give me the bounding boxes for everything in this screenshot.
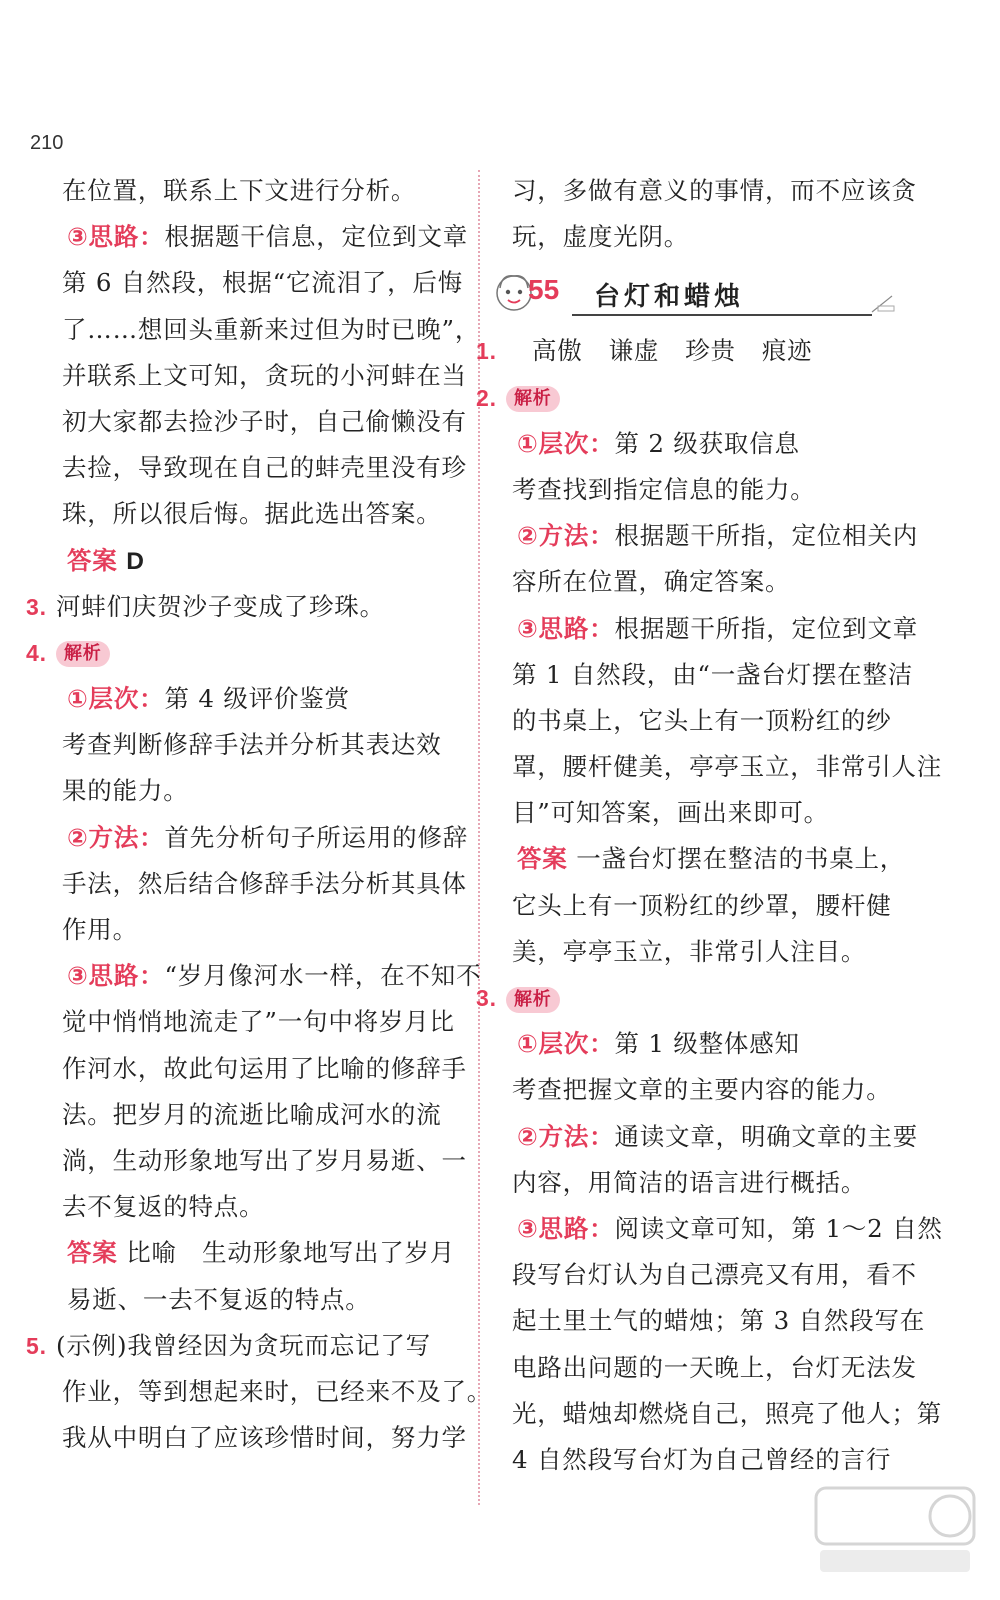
method-label: ②方法： [67, 822, 165, 852]
text-line: 第 1 自然段，由“一盏台灯摆在整洁 [512, 659, 914, 689]
text-line: 珠，所以很后悔。据此选出答案。 [62, 499, 442, 529]
level-label: ①层次： [517, 1029, 615, 1059]
level-text: 第 4 级评价鉴赏 [164, 684, 350, 714]
text-line: 考查把握文章的主要内容的能力。 [512, 1075, 892, 1105]
level-label: ①层次： [67, 684, 165, 714]
site-watermark-logo [810, 1480, 980, 1580]
silu-line [512, 1206, 943, 1252]
word: 痕迹 [761, 336, 813, 366]
answer-label: 答案 [517, 844, 568, 874]
method-line [62, 815, 467, 861]
text-line: 去捡，导致现在自己的蚌壳里没有珍 [62, 453, 467, 483]
level-line [512, 421, 922, 467]
text-line: 起土里土气的蜡烛；第 3 自然段写在 [512, 1306, 926, 1336]
answer-line [512, 836, 922, 882]
analysis-tag: 解析 [506, 987, 560, 1013]
text-line: 考查找到指定信息的能力。 [512, 474, 816, 504]
text-line: 并联系上文可知，贪玩的小河蚌在当 [62, 360, 467, 390]
text-line: 内容，用简洁的语言进行概括。 [512, 1167, 867, 1197]
text-line: 作业，等到想起来时，已经来不及了。 [62, 1376, 493, 1406]
answer-text: 易逝、一去不复返的特点。 [67, 1284, 371, 1314]
text-line: 第 6 自然段，根据“它流泪了，后悔 [62, 268, 464, 298]
text-line: 根据题干所指，定位到文章 [614, 613, 919, 643]
text-line: 法。把岁月的流逝比喻成河水的流 [62, 1099, 442, 1129]
answer-label: 答案 [67, 1238, 118, 1268]
text-line: 了……想回头重新来过但为时已晚”， [62, 314, 481, 344]
silu-label: ③思路： [67, 222, 165, 252]
method-line [512, 513, 922, 559]
answer-line [62, 538, 467, 584]
level-label: ①层次： [517, 428, 615, 458]
page-number: 210 [30, 132, 64, 154]
word: 高傲 [532, 336, 583, 366]
text-line: 目”可知答案，画出来即可。 [512, 798, 829, 828]
answer-text: 它头上有一顶粉红的纱罩，腰杆健 [512, 890, 892, 920]
item-number: 3. [26, 593, 47, 620]
right-column [476, 168, 943, 1483]
text-line: (示例)我曾经因为贪玩而忘记了写 [56, 1330, 431, 1360]
silu-line [62, 214, 467, 260]
text-line: 阅读文章可知，第 1～2 自然 [614, 1213, 943, 1243]
item-1 [476, 328, 922, 374]
silu-label: ③思路： [67, 961, 165, 991]
text-line: 作用。 [62, 915, 138, 944]
item-3 [26, 584, 467, 630]
pencil-icon [870, 292, 896, 314]
item-3-head [476, 975, 922, 1021]
item-5 [26, 1323, 467, 1369]
text-line: “岁月像河水一样，在不知不 [164, 961, 482, 991]
analysis-tag: 解析 [506, 386, 560, 412]
text-line: 罩，腰杆健美，亭亭玉立，非常引人注 [512, 752, 943, 782]
section-header [492, 266, 922, 324]
word: 珍贵 [685, 336, 736, 366]
answer-line [62, 1230, 467, 1276]
item-number: 3. [476, 985, 497, 1011]
text-line: 初大家都去捡沙子时，自己偷懒没有 [62, 406, 467, 436]
answer-text: 比喻 生动形象地写出了岁月 [126, 1238, 456, 1268]
item-text: 河蚌们庆贺沙子变成了珍珠。 [56, 591, 385, 621]
item-number: 5. [26, 1332, 47, 1359]
word: 谦虚 [608, 336, 660, 366]
item-number: 2. [476, 384, 497, 411]
text-line: 淌，生动形象地写出了岁月易逝、一 [62, 1145, 467, 1175]
text-line: 果的能力。 [62, 776, 189, 806]
answer-text: 美，亭亭玉立，非常引人注目。 [512, 936, 867, 966]
text-line: 根据题干所指，定位相关内 [614, 521, 919, 551]
answer-text: 一盏台灯摆在整洁的书桌上， [576, 844, 906, 874]
silu-line [512, 606, 922, 652]
level-text: 第 1 级整体感知 [614, 1029, 800, 1059]
text-line: 的书桌上，它头上有一顶粉红的纱 [512, 705, 892, 735]
text-line: 首先分析句子所运用的修辞 [164, 822, 469, 852]
method-label: ②方法： [517, 1121, 615, 1151]
level-line [512, 1021, 922, 1067]
text-line: 段写台灯认为自己漂亮又有用，看不 [512, 1260, 917, 1290]
text-line: 觉中悄悄地流走了”一句中将岁月比 [62, 1007, 455, 1037]
section-number: 55 [528, 274, 560, 306]
level-line [62, 676, 467, 722]
text-line: 容所在位置，确定答案。 [512, 567, 791, 597]
item-4-head [26, 630, 467, 676]
text-line: 我从中明白了应该珍惜时间，努力学 [62, 1423, 467, 1453]
text-line: 考查判断修辞手法并分析其表达效 [62, 730, 442, 760]
item-number: 1. [476, 338, 497, 365]
continued-line: 在位置，联系上下文进行分析。 [62, 176, 417, 205]
answer-label: 答案 [67, 545, 118, 575]
text-line: 去不复返的特点。 [62, 1192, 265, 1222]
analysis-tag: 解析 [56, 641, 110, 667]
method-line [512, 1114, 922, 1160]
text-line: 4 自然段写台灯为自己曾经的言行 [512, 1444, 892, 1474]
level-text: 第 2 级获取信息 [614, 428, 800, 458]
text-line: 光，蜡烛却燃烧自己，照亮了他人；第 [512, 1398, 943, 1428]
method-label: ②方法： [517, 521, 615, 551]
section-title: 台灯和蜡烛 [594, 282, 745, 313]
text-line: 手法，然后结合修辞手法分析其具体 [62, 868, 467, 898]
answer-value: D [126, 547, 145, 575]
text-line: 通读文章，明确文章的主要 [614, 1121, 919, 1151]
title-underline [572, 314, 872, 316]
item-number: 4. [26, 639, 47, 666]
text-line: 根据题干信息，定位到文章 [164, 222, 469, 252]
silu-label: ③思路： [517, 613, 615, 643]
silu-line [62, 953, 482, 999]
item-2-head [476, 375, 922, 421]
left-column [26, 168, 493, 1461]
text-line: 玩，虚度光阴。 [512, 222, 690, 252]
text-line: 作河水，故此句运用了比喻的修辞手 [62, 1053, 467, 1083]
text-line: 习，多做有意义的事情，而不应该贪 [512, 176, 917, 205]
text-line: 电路出问题的一天晚上，台灯无法发 [512, 1352, 917, 1382]
silu-label: ③思路： [517, 1213, 615, 1243]
